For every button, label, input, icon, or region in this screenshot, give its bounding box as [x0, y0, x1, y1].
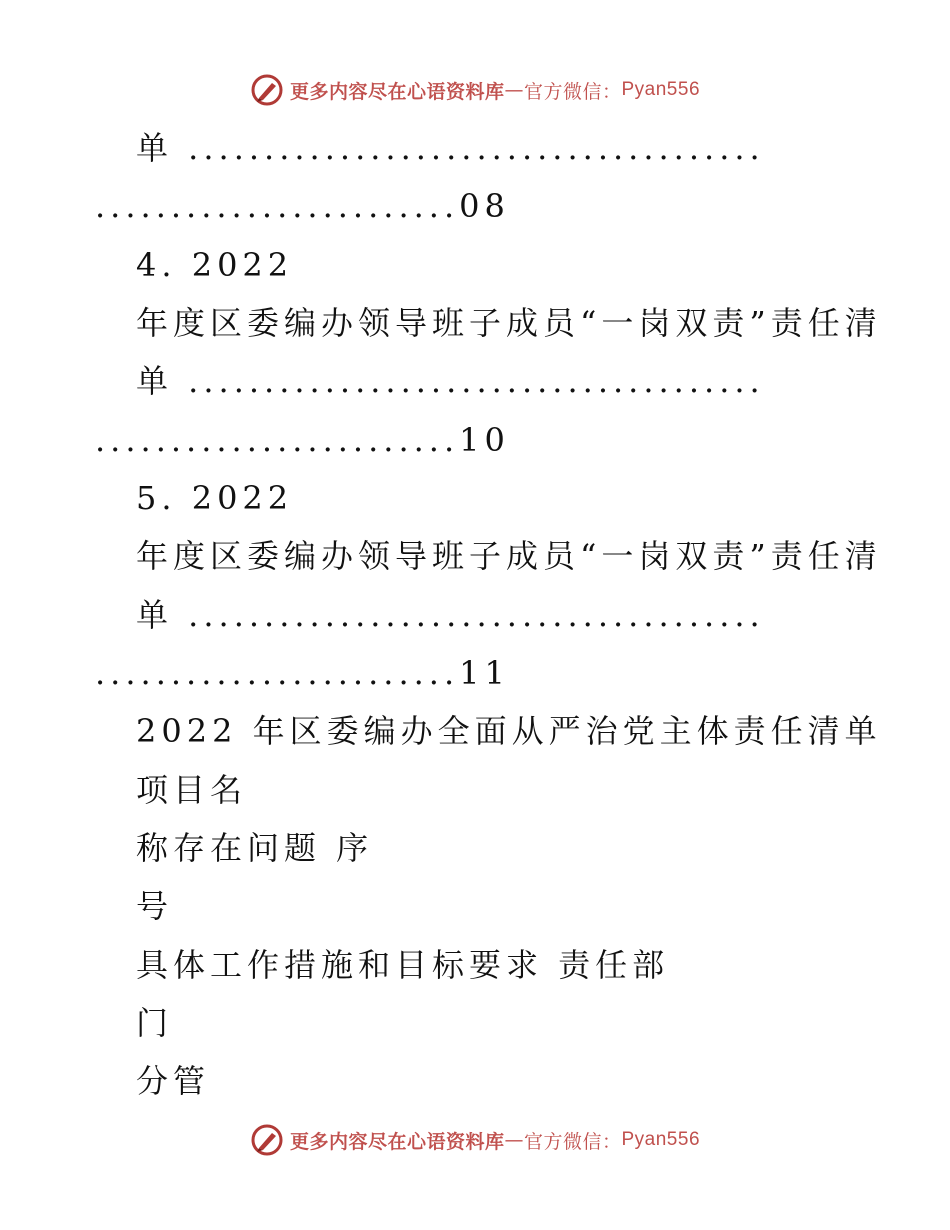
watermark-wechat-label: 官方微信：: [523, 1130, 622, 1153]
toc-line: 单 ......................................: [136, 362, 765, 400]
watermark-separator: —: [504, 79, 524, 101]
watermark-main-text: 更多内容尽在心语资料库: [289, 80, 505, 103]
watermark-footer: [0, 1122, 950, 1158]
toc-line: 单 ......................................: [136, 129, 765, 167]
body-line: 号: [136, 887, 174, 925]
toc-line: ........................11: [95, 654, 510, 692]
pen-logo-icon: [250, 1123, 284, 1157]
toc-line: 5. 2022: [136, 479, 294, 517]
body-line: 分管: [136, 1062, 211, 1100]
toc-line: ........................10: [95, 421, 510, 459]
toc-line: 年度区委编办领导班子成员“一岗双责”责任清: [136, 537, 882, 575]
watermark-header: [0, 72, 950, 108]
watermark-main-text: 更多内容尽在心语资料库: [289, 1130, 505, 1153]
watermark-separator: —: [504, 1129, 524, 1151]
toc-line: 年度区委编办领导班子成员“一岗双责”责任清: [136, 304, 882, 342]
watermark-wechat-id: Pyan556: [621, 79, 701, 100]
body-line: 项目名: [136, 771, 248, 809]
toc-line: 4. 2022: [136, 246, 294, 284]
body-line: 门: [136, 1004, 174, 1042]
toc-line: ........................08: [95, 187, 510, 225]
body-line: 具体工作措施和目标要求 责任部: [136, 946, 670, 984]
body-line: 称存在问题 序: [136, 829, 374, 867]
pen-logo-icon: [250, 73, 284, 107]
toc-line: 单 ......................................: [136, 596, 765, 634]
watermark-wechat-label: 官方微信：: [523, 80, 622, 103]
section-title: 2022 年区委编办全面从严治党主体责任清单: [136, 712, 882, 750]
watermark-wechat-id: Pyan556: [621, 1129, 701, 1150]
